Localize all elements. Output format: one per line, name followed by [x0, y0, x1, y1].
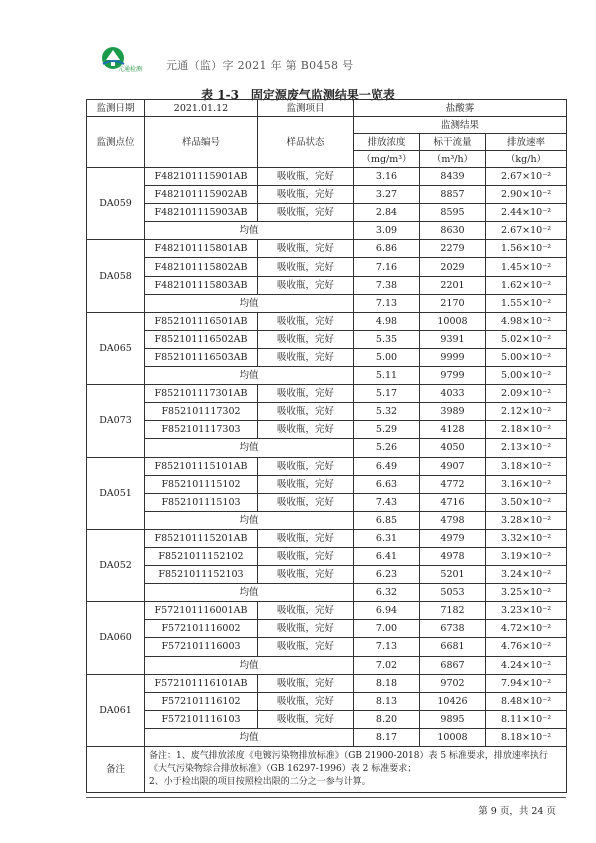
id-cell: F572101116103	[145, 710, 258, 728]
id-cell: F852101115103	[145, 493, 258, 511]
state-cell: 吸收瓶，完好	[258, 330, 354, 348]
avg-flow-cell: 4798	[420, 511, 486, 529]
conc-cell: 8.18	[354, 674, 420, 692]
table-title: 表 1-3 固定源废气监测结果一览表	[201, 88, 395, 102]
flow-cell: 4128	[420, 421, 486, 439]
avg-rate-cell: 5.00×10⁻²	[486, 367, 567, 385]
footer-divider	[86, 797, 566, 798]
id-cell: F852101117302	[145, 403, 258, 421]
average-row	[87, 294, 567, 312]
state-cell: 吸收瓶，完好	[258, 620, 354, 638]
point-cell: DA060	[87, 602, 145, 674]
state-cell: 吸收瓶，完好	[258, 493, 354, 511]
id-cell: F852101116502AB	[145, 330, 258, 348]
id-cell: F852101116503AB	[145, 348, 258, 366]
flow-cell: 10008	[420, 312, 486, 330]
state-cell: 吸收瓶，完好	[258, 674, 354, 692]
rate-cell: 5.02×10⁻²	[486, 330, 567, 348]
rate-cell: 5.00×10⁻²	[486, 348, 567, 366]
conc-cell: 5.17	[354, 385, 420, 403]
sample-label: 样品编号	[145, 117, 258, 168]
page-number: 第 9 页，共 24 页	[478, 806, 556, 817]
state-cell: 吸收瓶，完好	[258, 457, 354, 475]
state-label: 样品状态	[258, 117, 354, 168]
conc-unit: （mg/m³）	[354, 151, 420, 168]
table-row	[87, 620, 567, 638]
logo-text: 元通检测	[118, 66, 143, 73]
rate-cell: 7.94×10⁻²	[486, 674, 567, 692]
id-cell: F852101117303	[145, 421, 258, 439]
average-label: 均值	[145, 222, 354, 240]
state-cell: 吸收瓶，完好	[258, 403, 354, 421]
flow-cell: 2029	[420, 258, 486, 276]
flow-cell: 4716	[420, 493, 486, 511]
id-cell: F852101115101AB	[145, 457, 258, 475]
table-row	[87, 403, 567, 421]
avg-rate-cell: 3.28×10⁻²	[486, 511, 567, 529]
table-row	[87, 457, 567, 475]
table-row	[87, 692, 567, 710]
average-row	[87, 367, 567, 385]
flow-cell: 2279	[420, 240, 486, 258]
conc-cell: 2.84	[354, 204, 420, 222]
flow-cell: 6681	[420, 638, 486, 656]
item-label: 监测项目	[258, 100, 354, 117]
state-cell: 吸收瓶，完好	[258, 529, 354, 547]
id-cell: F482101115803AB	[145, 276, 258, 294]
note-line-1: 备注：1、废气排放浓度《电镀污染物排放标准》（GB 21900-2018）表 5 标准要求，排放速率执行《大气污染物综合排放标准》（GB 16297-1996）表 2 标准要求；	[149, 751, 548, 774]
rate-cell: 8.48×10⁻²	[486, 692, 567, 710]
table-row	[87, 276, 567, 294]
rate-cell: 2.09×10⁻²	[486, 385, 567, 403]
average-row	[87, 511, 567, 529]
conc-cell: 7.00	[354, 620, 420, 638]
rate-cell: 2.90×10⁻²	[486, 186, 567, 204]
state-cell: 吸收瓶，完好	[258, 312, 354, 330]
id-cell: F8521011152102	[145, 547, 258, 565]
id-cell: F572101116101AB	[145, 674, 258, 692]
rate-cell: 3.18×10⁻²	[486, 457, 567, 475]
average-row	[87, 728, 567, 746]
result-label: 监测结果	[354, 117, 567, 134]
average-label: 均值	[145, 439, 354, 457]
table-row	[87, 348, 567, 366]
table-row	[87, 638, 567, 656]
rate-cell: 1.56×10⁻²	[486, 240, 567, 258]
conc-cell: 6.86	[354, 240, 420, 258]
conc-cell: 6.41	[354, 547, 420, 565]
state-cell: 吸收瓶，完好	[258, 547, 354, 565]
flow-cell: 4033	[420, 385, 486, 403]
average-label: 均值	[145, 294, 354, 312]
avg-rate-cell: 2.13×10⁻²	[486, 439, 567, 457]
point-cell: DA051	[87, 457, 145, 529]
state-cell: 吸收瓶，完好	[258, 258, 354, 276]
table-row	[87, 312, 567, 330]
average-row	[87, 222, 567, 240]
rate-cell: 2.18×10⁻²	[486, 421, 567, 439]
flow-cell: 4907	[420, 457, 486, 475]
date-label: 监测日期	[87, 100, 145, 117]
conc-cell: 3.27	[354, 186, 420, 204]
rate-unit: （kg/h）	[486, 151, 567, 168]
average-label: 均值	[145, 728, 354, 746]
flow-cell: 7182	[420, 602, 486, 620]
id-cell: F482101115802AB	[145, 258, 258, 276]
flow-cell: 8857	[420, 186, 486, 204]
table-row	[87, 493, 567, 511]
conc-cell: 7.38	[354, 276, 420, 294]
rate-cell: 3.23×10⁻²	[486, 602, 567, 620]
avg-flow-cell: 4050	[420, 439, 486, 457]
average-row	[87, 656, 567, 674]
state-cell: 吸收瓶，完好	[258, 421, 354, 439]
flow-cell: 4979	[420, 529, 486, 547]
state-cell: 吸收瓶，完好	[258, 204, 354, 222]
table-row	[87, 204, 567, 222]
avg-rate-cell: 1.55×10⁻²	[486, 294, 567, 312]
state-cell: 吸收瓶，完好	[258, 710, 354, 728]
point-cell: DA052	[87, 529, 145, 601]
average-label: 均值	[145, 584, 354, 602]
table-row	[87, 547, 567, 565]
id-cell: F482101115801AB	[145, 240, 258, 258]
note-line-2: 2、小于检出限的项目按照检出限的二分之一参与计算。	[149, 777, 371, 787]
conc-cell: 7.13	[354, 638, 420, 656]
avg-flow-cell: 5053	[420, 584, 486, 602]
id-cell: F852101117301AB	[145, 385, 258, 403]
state-cell: 吸收瓶，完好	[258, 168, 354, 186]
avg-flow-cell: 8630	[420, 222, 486, 240]
state-cell: 吸收瓶，完好	[258, 385, 354, 403]
document-number: 元通（监）字 2021 年 第 B0458 号	[166, 59, 354, 72]
rate-cell: 3.24×10⁻²	[486, 566, 567, 584]
flow-cell: 9895	[420, 710, 486, 728]
state-cell: 吸收瓶，完好	[258, 186, 354, 204]
avg-rate-cell: 3.25×10⁻²	[486, 584, 567, 602]
table-row	[87, 475, 567, 493]
table-row	[87, 385, 567, 403]
avg-conc-cell: 6.85	[354, 511, 420, 529]
rate-cell: 8.11×10⁻²	[486, 710, 567, 728]
monitoring-results-table	[86, 99, 567, 793]
conc-cell: 5.32	[354, 403, 420, 421]
state-cell: 吸收瓶，完好	[258, 276, 354, 294]
rate-cell: 4.98×10⁻²	[486, 312, 567, 330]
rate-label: 排放速率	[486, 134, 567, 151]
rate-cell: 2.12×10⁻²	[486, 403, 567, 421]
conc-cell: 3.16	[354, 168, 420, 186]
avg-conc-cell: 3.09	[354, 222, 420, 240]
id-cell: F8521011152103	[145, 566, 258, 584]
point-label: 监测点位	[87, 117, 145, 168]
page-header	[100, 46, 500, 76]
id-cell: F852101115102	[145, 475, 258, 493]
rate-cell: 2.67×10⁻²	[486, 168, 567, 186]
conc-cell: 7.43	[354, 493, 420, 511]
rate-cell: 4.72×10⁻²	[486, 620, 567, 638]
flow-cell: 5201	[420, 566, 486, 584]
flow-cell: 9391	[420, 330, 486, 348]
point-cell: DA061	[87, 674, 145, 746]
id-cell: F572101116002	[145, 620, 258, 638]
date-value: 2021.01.12	[145, 100, 258, 117]
rate-cell: 3.19×10⁻²	[486, 547, 567, 565]
conc-cell: 7.16	[354, 258, 420, 276]
flow-cell: 3989	[420, 403, 486, 421]
average-row	[87, 584, 567, 602]
conc-cell: 5.35	[354, 330, 420, 348]
flow-unit: （m³/h）	[420, 151, 486, 168]
conc-cell: 6.49	[354, 457, 420, 475]
state-cell: 吸收瓶，完好	[258, 240, 354, 258]
avg-flow-cell: 2170	[420, 294, 486, 312]
id-cell: F572101116102	[145, 692, 258, 710]
note-text	[145, 747, 567, 793]
flow-cell: 9999	[420, 348, 486, 366]
state-cell: 吸收瓶，完好	[258, 602, 354, 620]
id-cell: F572101116003	[145, 638, 258, 656]
flow-cell: 10426	[420, 692, 486, 710]
avg-rate-cell: 8.18×10⁻²	[486, 728, 567, 746]
table-row	[87, 258, 567, 276]
table-row	[87, 710, 567, 728]
rate-cell: 1.45×10⁻²	[486, 258, 567, 276]
table-row	[87, 674, 567, 692]
item-value: 盐酸雾	[354, 100, 567, 117]
note-label: 备注	[87, 747, 145, 793]
point-cell: DA073	[87, 385, 145, 457]
average-label: 均值	[145, 511, 354, 529]
conc-cell: 5.00	[354, 348, 420, 366]
rate-cell: 3.50×10⁻²	[486, 493, 567, 511]
conc-cell: 5.29	[354, 421, 420, 439]
state-cell: 吸收瓶，完好	[258, 475, 354, 493]
avg-flow-cell: 9799	[420, 367, 486, 385]
conc-cell: 6.23	[354, 566, 420, 584]
avg-conc-cell: 7.02	[354, 656, 420, 674]
avg-flow-cell: 6867	[420, 656, 486, 674]
flow-cell: 4772	[420, 475, 486, 493]
average-label: 均值	[145, 656, 354, 674]
avg-conc-cell: 5.11	[354, 367, 420, 385]
conc-label: 排放浓度	[354, 134, 420, 151]
table-row	[87, 168, 567, 186]
conc-cell: 8.13	[354, 692, 420, 710]
rate-cell: 1.62×10⁻²	[486, 276, 567, 294]
rate-cell: 4.76×10⁻²	[486, 638, 567, 656]
conc-cell: 6.31	[354, 529, 420, 547]
state-cell: 吸收瓶，完好	[258, 638, 354, 656]
conc-cell: 4.98	[354, 312, 420, 330]
avg-conc-cell: 5.26	[354, 439, 420, 457]
average-row	[87, 439, 567, 457]
table-row	[87, 602, 567, 620]
flow-cell: 9702	[420, 674, 486, 692]
point-cell: DA058	[87, 240, 145, 312]
id-cell: F482101115901AB	[145, 168, 258, 186]
avg-conc-cell: 7.13	[354, 294, 420, 312]
id-cell: F482101115903AB	[145, 204, 258, 222]
table-row	[87, 240, 567, 258]
state-cell: 吸收瓶，完好	[258, 348, 354, 366]
id-cell: F572101116001AB	[145, 602, 258, 620]
table-row	[87, 186, 567, 204]
table-row	[87, 566, 567, 584]
state-cell: 吸收瓶，完好	[258, 692, 354, 710]
avg-rate-cell: 4.24×10⁻²	[486, 656, 567, 674]
flow-cell: 6738	[420, 620, 486, 638]
point-cell: DA059	[87, 168, 145, 240]
conc-cell: 8.20	[354, 710, 420, 728]
flow-label: 标干流量	[420, 134, 486, 151]
avg-flow-cell: 10008	[420, 728, 486, 746]
point-cell: DA065	[87, 312, 145, 384]
avg-conc-cell: 6.32	[354, 584, 420, 602]
rate-cell: 3.32×10⁻²	[486, 529, 567, 547]
avg-conc-cell: 8.17	[354, 728, 420, 746]
table-row	[87, 421, 567, 439]
conc-cell: 6.94	[354, 602, 420, 620]
flow-cell: 4978	[420, 547, 486, 565]
conc-cell: 6.63	[354, 475, 420, 493]
rate-cell: 3.16×10⁻²	[486, 475, 567, 493]
id-cell: F482101115902AB	[145, 186, 258, 204]
flow-cell: 8439	[420, 168, 486, 186]
table-row	[87, 330, 567, 348]
avg-rate-cell: 2.67×10⁻²	[486, 222, 567, 240]
id-cell: F852101116501AB	[145, 312, 258, 330]
state-cell: 吸收瓶，完好	[258, 566, 354, 584]
id-cell: F852101115201AB	[145, 529, 258, 547]
average-label: 均值	[145, 367, 354, 385]
flow-cell: 2201	[420, 276, 486, 294]
table-row	[87, 529, 567, 547]
rate-cell: 2.44×10⁻²	[486, 204, 567, 222]
flow-cell: 8595	[420, 204, 486, 222]
